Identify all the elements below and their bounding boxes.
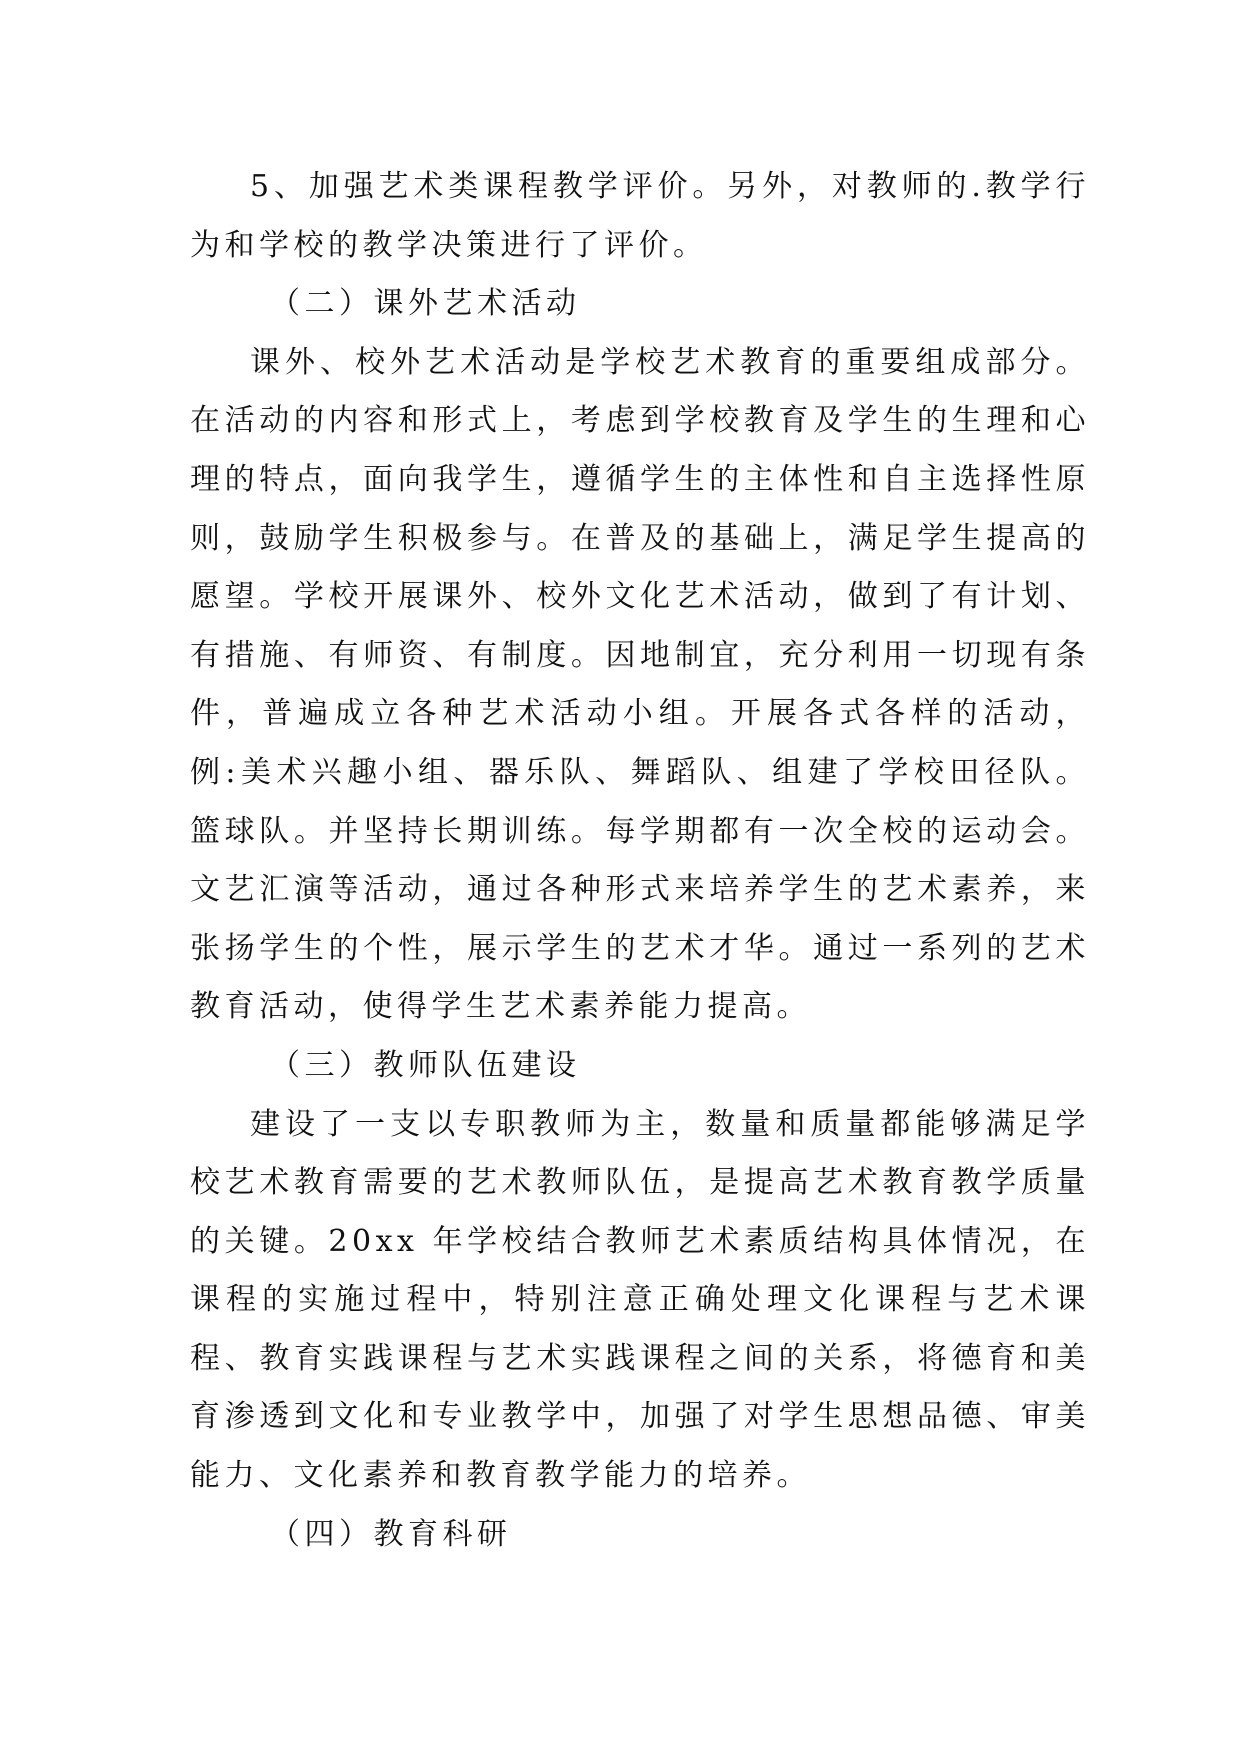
heading-extracurricular-art: （二）课外艺术活动 <box>270 286 581 322</box>
heading-education-research: （四）教育科研 <box>270 1516 512 1552</box>
paragraph-teacher-team: 建设了一支以专职教师为主，数量和质量都能够满足学校艺术教育需要的艺术教师队伍，是提高艺术教育教学质量的关键。20xx 年学校结合教师艺术素质结构具体情况，在课程的实施过程中，特别注意正确处理文化课程与艺术课程、教育实践课程与艺术实践课程之间的关系，将德育和美育渗透到文化和专业教学中，加强了对学生思想品德、审美能力、文化素养和教育教学能力的培养。 <box>190 1106 1090 1494</box>
document-body <box>190 158 1090 1564</box>
heading-teacher-team: （三）教师队伍建设 <box>270 1047 581 1083</box>
paragraph-extracurricular-art: 课外、校外艺术活动是学校艺术教育的重要组成部分。在活动的内容和形式上，考虑到学校教育及学生的生理和心理的特点，面向我学生，遵循学生的主体性和自主选择性原则，鼓励学生积极参与。在普及的基础上，满足学生提高的愿望。学校开展课外、校外文化艺术活动，做到了有计划、有措施、有师资、有制度。因地制宜，充分利用一切现有条件，普遍成立各种艺术活动小组。开展各式各样的活动，例:美术兴趣小组、器乐队、舞蹈队、组建了学校田径队。篮球队。并坚持长期训练。每学期都有一次全校的运动会。文艺汇演等活动，通过各种形式来培养学生的艺术素养，来张扬学生的个性，展示学生的艺术才华。通过一系列的艺术教育活动，使得学生艺术素养能力提高。 <box>190 344 1090 1025</box>
paragraph-evaluation: 5、加强艺术类课程教学评价。另外，对教师的.教学行为和学校的教学决策进行了评价。 <box>190 169 1090 263</box>
